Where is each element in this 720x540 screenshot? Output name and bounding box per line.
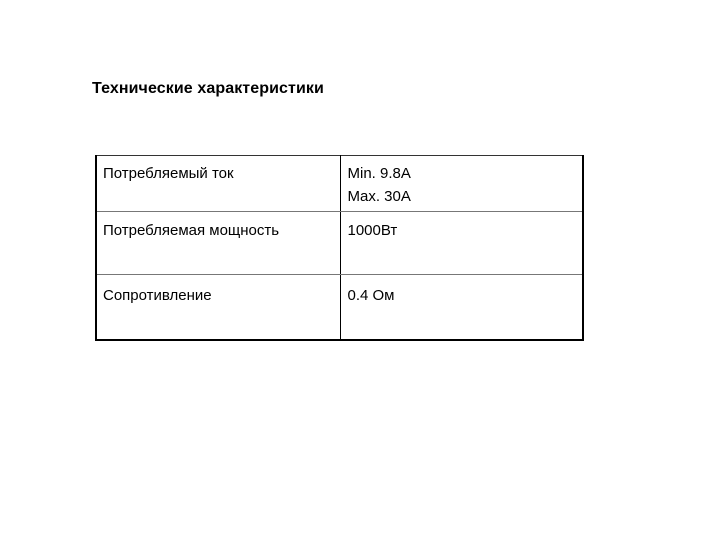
spec-name-cell [96,156,340,212]
spec-value-min: Min. 9.8A [347,165,411,182]
spec-name: Потребляемый ток [103,165,234,182]
spec-name-cell [96,212,340,275]
spec-value: 1000Вт [347,222,398,239]
spec-name: Потребляемая мощность [103,222,280,239]
table-row [96,212,583,275]
spec-value-max: Max. 30A [347,188,411,205]
table-row [96,275,583,340]
table-row [96,156,583,212]
spec-name: Сопротивление [103,287,212,304]
spec-table [95,155,584,341]
spec-name-cell [96,275,340,340]
spec-value-cell [340,275,583,340]
page-title: Технические характеристики [92,80,324,97]
spec-value-cell [340,156,583,212]
spec-value-cell [340,212,583,275]
spec-value: 0.4 Ом [347,287,395,304]
